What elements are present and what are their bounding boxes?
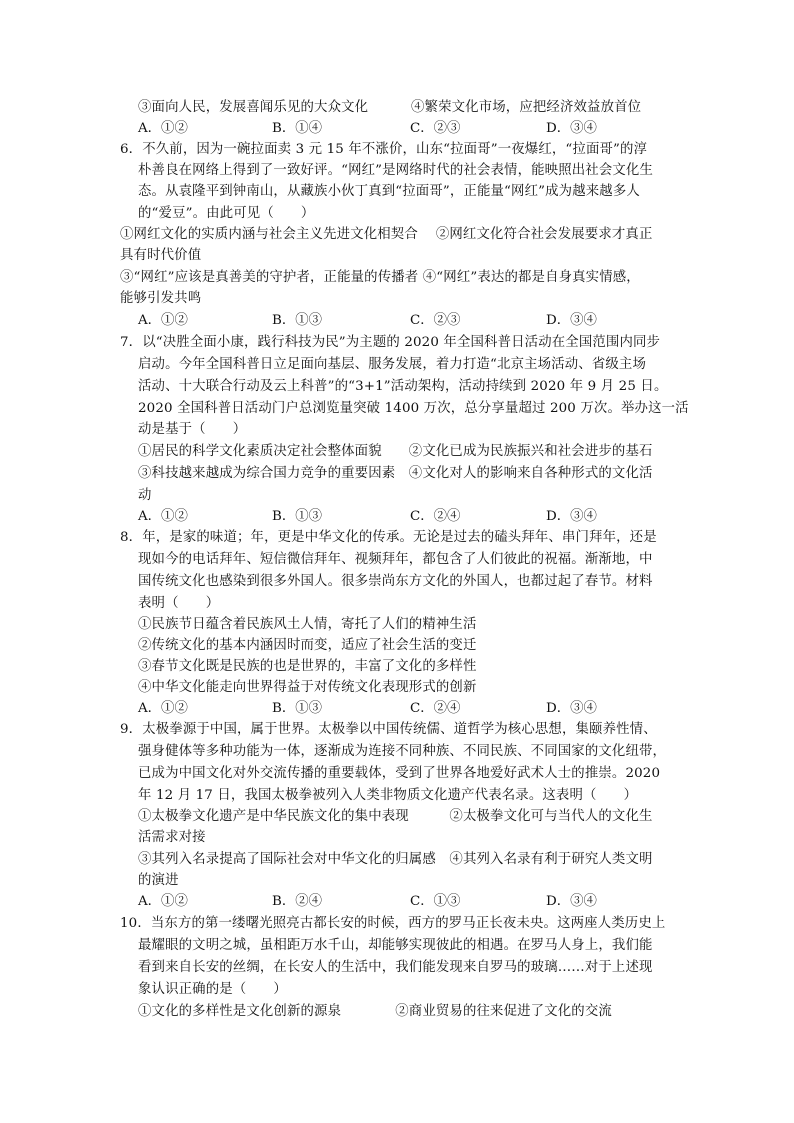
- q5-option-b[interactable]: B．①④: [272, 121, 323, 136]
- q9-option-c[interactable]: C．①③: [410, 894, 461, 909]
- q8-option-d[interactable]: D．③④: [546, 701, 597, 716]
- q9-option-a[interactable]: A．①②: [138, 894, 188, 909]
- q9-option-d[interactable]: D．③④: [546, 894, 597, 909]
- q7-option-c[interactable]: C．②④: [410, 509, 461, 524]
- q8-stem-line: 国传统文化也感染到很多外国人。很多崇尚东方文化的外国人，也都过起了春节。材料: [138, 574, 653, 589]
- q6-option-b[interactable]: B．①③: [272, 313, 323, 328]
- q9-statement-line: ①太极拳文化遗产是中华民族文化的集中表现 ②太极拳文化可与当代人的文化生: [138, 809, 653, 824]
- q5-option-a[interactable]: A．①②: [138, 121, 188, 136]
- q7-stem-line: 7．以“决胜全面小康，践行科技为民”为主题的 2020 年全国科普日活动在全国范围内同步: [120, 335, 661, 350]
- q9-option-b[interactable]: B．②④: [272, 894, 323, 909]
- q8-statement-line: ④中华文化能走向世界得益于对传统文化表现形式的创新: [138, 680, 477, 695]
- q9-stem-line: 已成为中国文化对外交流传播的重要载体，受到了世界各地爱好武术人士的推崇。2020: [138, 766, 661, 781]
- q6-stem-line: 朴善良在网络上得到了一致好评。“网红”是网络时代的社会表情，能映照出社会文化生: [138, 163, 653, 178]
- q8-stem-line: 8．年，是家的味道；年，更是中华文化的传承。无论是过去的磕头拜年、串门拜年，还是: [120, 530, 657, 545]
- q6-statement-line: ①网红文化的实质内涵与社会主义先进文化相契合 ②网红文化符合社会发展要求才真正: [120, 227, 653, 242]
- q7-stem-line: 活动、十大联合行动及云上科普”的“3+1”活动架构，活动持续到 2020 年 9 月 25 日。: [138, 379, 668, 394]
- q10-stem-line: 最耀眼的文明之城，虽相距万水千山，却能够实现彼此的相遇。在罗马人身上，我们能: [138, 938, 653, 953]
- q8-statement-line: ③春节文化既是民族的也是世界的，丰富了文化的多样性: [138, 659, 477, 674]
- q6-option-d[interactable]: D．③④: [546, 313, 597, 328]
- q7-option-d[interactable]: D．③④: [546, 509, 597, 524]
- q8-stem-line: 现如今的电话拜年、短信微信拜年、视频拜年，都包含了人们彼此的祝福。渐渐地，中: [138, 552, 653, 567]
- q5-statement-4: ④繁荣文化市场，应把经济效益放首位: [411, 100, 642, 115]
- q5-option-d[interactable]: D．③④: [546, 121, 597, 136]
- q7-statement-line: ①居民的科学文化素质决定社会整体面貌 ②文化已成为民族振兴和社会进步的基石: [138, 444, 653, 459]
- q6-stem-line: 的“爱豆”。由此可见（ ）: [138, 206, 315, 221]
- q5-option-c[interactable]: C．②③: [410, 121, 461, 136]
- q7-option-a[interactable]: A．①②: [138, 509, 188, 524]
- q9-statement-line: 的演进: [138, 873, 179, 888]
- q8-option-b[interactable]: B．①③: [272, 701, 323, 716]
- q6-option-a[interactable]: A．①②: [138, 313, 188, 328]
- q8-statement-line: ②传统文化的基本内涵因时而变，适应了社会生活的变迁: [138, 638, 477, 653]
- q10-stem-line: 象认识正确的是（ ）: [138, 982, 287, 997]
- q6-stem-line: 态。从袁隆平到钟南山，从藏族小伙丁真到“拉面哥”，正能量“网红”成为越来越多人: [138, 184, 640, 199]
- q6-statement-line: ③“网红”应该是真善美的守护者，正能量的传播者 ④“网红”表达的都是自身真实情感，: [120, 270, 640, 285]
- q9-stem-line: 年 12 月 17 日，我国太极拳被列入人类非物质文化遗产代表名录。这表明（ ）: [138, 788, 638, 803]
- q9-statement-line: 活需求对接: [138, 830, 206, 845]
- q7-statement-line: ③科技越来越成为综合国力竞争的重要因素 ④文化对人的影响来自各种形式的文化活: [138, 466, 653, 481]
- q5-statement-3: ③面向人民，发展喜闻乐见的大众文化: [138, 100, 369, 115]
- q7-statement-line: 动: [138, 488, 152, 503]
- q10-stem-line: 10．当东方的第一缕曙光照亮古都长安的时候，西方的罗马正长夜未央。这两座人类历史上: [120, 916, 666, 931]
- q7-stem-line: 2020 全国科普日活动门户总浏览量突破 1400 万次，总分享量超过 200 万次。举办这一活: [138, 401, 689, 416]
- q8-statement-line: ①民族节日蕴含着民族风土人情，寄托了人们的精神生活: [138, 617, 477, 632]
- q10-statement-line: ①文化的多样性是文化创新的源泉 ②商业贸易的往来促进了文化的交流: [138, 1004, 612, 1019]
- q8-option-a[interactable]: A．①②: [138, 701, 188, 716]
- q8-stem-line: 表明（ ）: [138, 596, 220, 611]
- q6-statement-line: 具有时代价值: [120, 248, 202, 263]
- q6-stem-line: 6．不久前，因为一碗拉面卖 3 元 15 年不涨价，山东“拉面哥”一夜爆红，“拉面哥”的淳: [120, 142, 648, 157]
- q10-stem-line: 看到来自长安的丝绸，在长安人的生活中，我们能发现来自罗马的玻璃……对于上述现: [138, 960, 653, 975]
- q7-option-b[interactable]: B．①③: [272, 509, 323, 524]
- q7-stem-line: 动是基于（ ）: [138, 422, 247, 437]
- q9-statement-line: ③其列入名录提高了国际社会对中华文化的归属感 ④其列入名录有利于研究人类文明: [138, 852, 653, 867]
- q9-stem-line: 9．太极拳源于中国，属于世界。太极拳以中国传统儒、道哲学为核心思想，集颐养性情、: [120, 722, 657, 737]
- q9-stem-line: 强身健体等多种功能为一体，逐渐成为连接不同种族、不同民族、不同国家的文化纽带，: [138, 744, 667, 759]
- q8-option-c[interactable]: C．②④: [410, 701, 461, 716]
- q6-statement-line: 能够引发共鸣: [120, 291, 202, 306]
- q6-option-c[interactable]: C．②③: [410, 313, 461, 328]
- q7-stem-line: 启动。今年全国科普日立足面向基层、服务发展，着力打造“北京主场活动、省级主场: [138, 357, 646, 372]
